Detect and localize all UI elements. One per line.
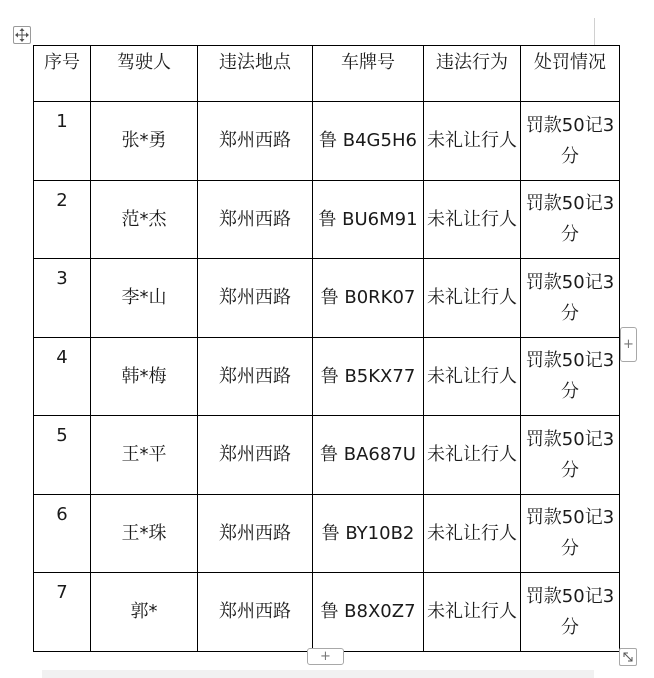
table-row xyxy=(34,259,620,338)
cell-location[interactable]: 郑州西路 xyxy=(198,416,313,495)
cell-location[interactable]: 郑州西路 xyxy=(198,180,313,259)
header-cell-violation[interactable]: 违法行为 xyxy=(424,46,521,102)
cell-penalty[interactable]: 罚款50记3 分 xyxy=(521,259,620,338)
table-row xyxy=(34,494,620,573)
cell-index[interactable]: 6 xyxy=(34,494,91,573)
cell-behavior[interactable]: 未礼让行人 xyxy=(424,337,521,416)
cell-behavior[interactable]: 未礼让行人 xyxy=(424,102,521,181)
cell-plate[interactable]: 鲁 BY10B2 xyxy=(313,494,424,573)
cell-behavior[interactable]: 未礼让行人 xyxy=(424,416,521,495)
cell-index[interactable]: 3 xyxy=(34,259,91,338)
cell-index[interactable]: 4 xyxy=(34,337,91,416)
table-resize-handle[interactable] xyxy=(619,648,637,666)
cell-penalty[interactable]: 罚款50记3 分 xyxy=(521,494,620,573)
cell-plate[interactable]: 鲁 BA687U xyxy=(313,416,424,495)
cell-index[interactable]: 7 xyxy=(34,573,91,652)
cell-penalty[interactable]: 罚款50记3 分 xyxy=(521,180,620,259)
cell-behavior[interactable]: 未礼让行人 xyxy=(424,494,521,573)
add-column-button[interactable]: + xyxy=(307,648,344,665)
cell-index[interactable]: 1 xyxy=(34,102,91,181)
table-row xyxy=(34,573,620,652)
cell-plate[interactable]: 鲁 B4G5H6 xyxy=(313,102,424,181)
cell-plate[interactable]: 鲁 B5KX77 xyxy=(313,337,424,416)
table-move-handle[interactable] xyxy=(13,26,31,44)
cell-location[interactable]: 郑州西路 xyxy=(198,573,313,652)
cell-location[interactable]: 郑州西路 xyxy=(198,102,313,181)
cell-penalty[interactable]: 罚款50记3 分 xyxy=(521,102,620,181)
header-cell-driver[interactable]: 驾驶人 xyxy=(91,46,198,102)
cell-index[interactable]: 2 xyxy=(34,180,91,259)
header-cell-plate[interactable]: 车牌号 xyxy=(313,46,424,102)
header-cell-location[interactable]: 违法地点 xyxy=(198,46,313,102)
cell-plate[interactable]: 鲁 B0RK07 xyxy=(313,259,424,338)
header-cell-index[interactable]: 序号 xyxy=(34,46,91,102)
cell-driver[interactable]: 范*杰 xyxy=(91,180,198,259)
cell-driver[interactable]: 郭* xyxy=(91,573,198,652)
cell-driver[interactable]: 王*珠 xyxy=(91,494,198,573)
cell-penalty[interactable]: 罚款50记3 分 xyxy=(521,573,620,652)
diagonal-resize-icon xyxy=(621,650,635,664)
add-row-button[interactable]: + xyxy=(620,327,637,362)
cell-penalty[interactable]: 罚款50记3 分 xyxy=(521,337,620,416)
page-margin-mark xyxy=(594,18,595,46)
cell-location[interactable]: 郑州西路 xyxy=(198,259,313,338)
cell-location[interactable]: 郑州西路 xyxy=(198,494,313,573)
cell-driver[interactable]: 李*山 xyxy=(91,259,198,338)
cell-index[interactable]: 5 xyxy=(34,416,91,495)
cell-plate[interactable]: 鲁 BU6M91 xyxy=(313,180,424,259)
header-cell-penalty[interactable]: 处罚情况 xyxy=(521,46,620,102)
next-page-edge xyxy=(42,670,594,678)
cell-plate[interactable]: 鲁 B8X0Z7 xyxy=(313,573,424,652)
violation-table xyxy=(33,45,620,652)
table-row xyxy=(34,337,620,416)
cell-driver[interactable]: 张*勇 xyxy=(91,102,198,181)
move-arrows-icon xyxy=(15,28,29,42)
cell-location[interactable]: 郑州西路 xyxy=(198,337,313,416)
cell-behavior[interactable]: 未礼让行人 xyxy=(424,259,521,338)
cell-driver[interactable]: 王*平 xyxy=(91,416,198,495)
table-row xyxy=(34,102,620,181)
cell-behavior[interactable]: 未礼让行人 xyxy=(424,180,521,259)
table-row xyxy=(34,416,620,495)
cell-behavior[interactable]: 未礼让行人 xyxy=(424,573,521,652)
cell-penalty[interactable]: 罚款50记3 分 xyxy=(521,416,620,495)
header-row xyxy=(34,46,620,102)
table-row xyxy=(34,180,620,259)
cell-driver[interactable]: 韩*梅 xyxy=(91,337,198,416)
